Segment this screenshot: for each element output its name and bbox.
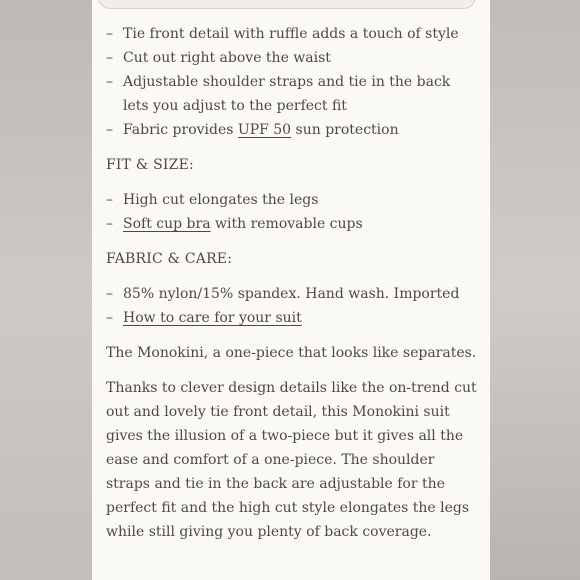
list-item-text: Tie front detail with ruffle adds a touch of style <box>123 26 459 42</box>
upf-50-link[interactable]: UPF 50 <box>237 122 292 138</box>
bullet-dash: – <box>106 310 113 326</box>
list-item-text: High cut elongates the legs <box>123 192 319 208</box>
bullet-dash: – <box>106 74 113 90</box>
bullet-dash: – <box>106 26 113 42</box>
list-item-text: with removable cups <box>210 216 363 232</box>
list-item <box>106 212 480 236</box>
bullet-dash: – <box>106 216 113 232</box>
description-intro: The Monokini, a one-piece that looks like separates. <box>106 345 477 361</box>
list-item-text: sun protection <box>291 122 399 138</box>
fit-size-list <box>106 188 480 236</box>
list-item-text: Cut out right above the waist <box>123 50 331 66</box>
soft-cup-bra-link[interactable]: Soft cup bra <box>123 216 211 232</box>
list-item <box>106 118 480 142</box>
feature-list <box>106 22 480 142</box>
list-item <box>106 188 480 212</box>
list-item-text: Fabric provides <box>123 122 238 138</box>
blurred-background-right <box>490 0 580 580</box>
bullet-dash: – <box>106 122 113 138</box>
list-item-text: Adjustable shoulder straps and tie in the back lets you adjust to the perfect fit <box>123 74 451 114</box>
top-button-edge[interactable] <box>98 0 476 9</box>
list-item-text: 85% nylon/15% spandex. Hand wash. Imported <box>123 286 460 302</box>
list-item <box>106 282 480 306</box>
product-description <box>106 22 480 544</box>
list-item <box>106 306 480 330</box>
bullet-dash: – <box>106 286 113 302</box>
product-details-page[interactable] <box>92 0 490 580</box>
fabric-care-heading: FABRIC & CARE: <box>106 251 233 267</box>
fit-size-heading: FIT & SIZE: <box>106 157 194 173</box>
list-item <box>106 46 480 70</box>
blurred-background-left <box>0 0 92 580</box>
care-instructions-link[interactable]: How to care for your suit <box>123 310 302 326</box>
bullet-dash: – <box>106 192 113 208</box>
list-item <box>106 70 480 118</box>
list-item <box>106 22 480 46</box>
bullet-dash: – <box>106 50 113 66</box>
description-body: Thanks to clever design details like the on-trend cut out and lovely tie front detail, this Monokini suit gives the illusion of a two-piece but it gives all the ease and comfort of a one-piece. The shoulder straps and tie in the back are adjustable for the perfect fit and the high cut style elongates the legs while still giving you plenty of back coverage. <box>106 380 477 540</box>
fabric-care-list <box>106 282 480 330</box>
